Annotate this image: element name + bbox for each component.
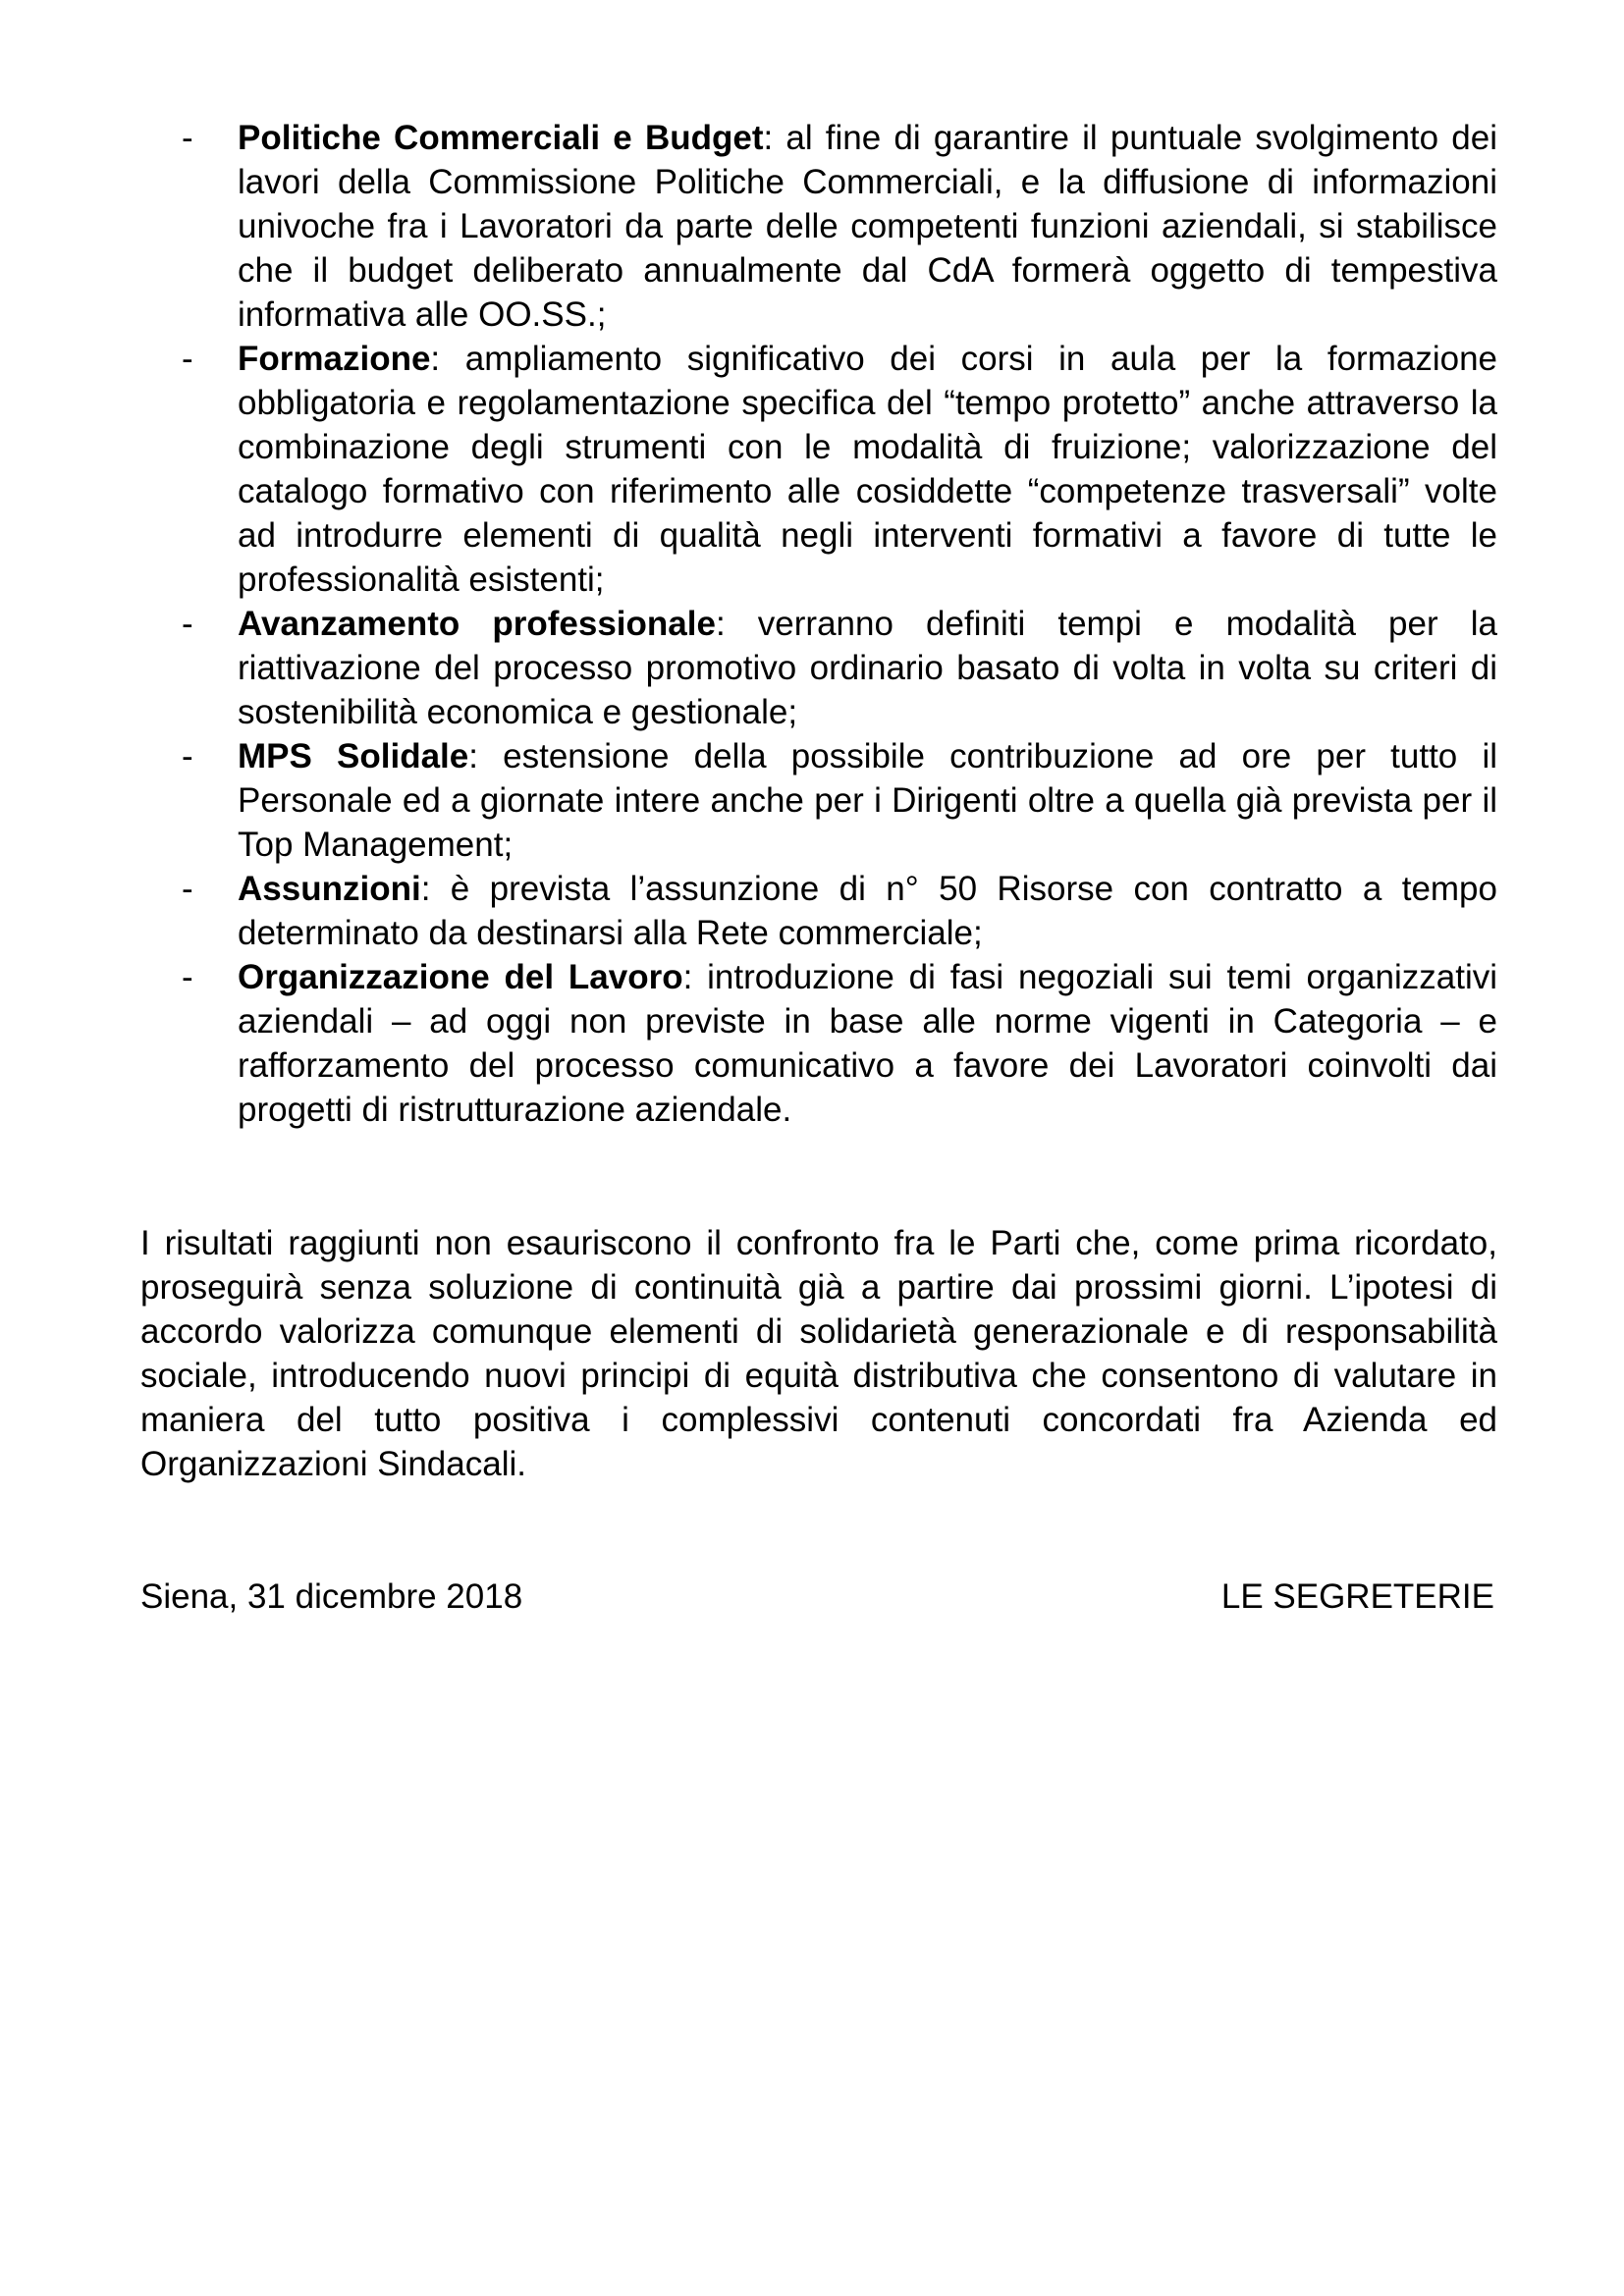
bullet-text: : è prevista l’assunzione di n° 50 Risorse con contratto a tempo determinato da destinarsi alla Rete commerciale;	[238, 870, 1497, 952]
bullet-text: : introduzione di fasi negoziali sui temi organizzativi aziendali – ad oggi non previste in base alle norme vigenti in Categoria – e rafforzamento del processo comunicativo a favore dei Lavoratori coinvolti dai progetti di ristrutturazione aziendale.	[238, 958, 1497, 1129]
bullet-item-formazione	[182, 337, 1497, 602]
bullet-item-organizzazione-lavoro	[182, 955, 1497, 1132]
bullet-text: : estensione della possibile contribuzione ad ore per tutto il Personale ed a giornate intere anche per i Dirigenti oltre a quella già prevista per il Top Management;	[238, 737, 1498, 864]
bullet-dash: -	[182, 340, 193, 378]
bullet-dash: -	[182, 605, 193, 643]
bullet-item-avanzamento-professionale	[182, 602, 1497, 734]
bullet-title: Politiche Commerciali e Budget	[238, 119, 764, 157]
bullet-dash: -	[182, 737, 193, 775]
closing-paragraph: I risultati raggiunti non esauriscono il confronto fra le Parti che, come prima ricordato, proseguirà senza soluzione di continuità già a partire dai prossimi giorni. L’ipotesi di accordo valorizza comunque elementi di solidarietà generazionale e di responsabilità sociale, introducendo nuovi principi di equità distributiva che consentono di valutare in maniera del tutto positiva i complessivi contenuti concordati fra Azienda ed Organizzazioni Sindacali.	[140, 1224, 1497, 1483]
bullet-item-mps-solidale	[182, 734, 1497, 867]
bullet-dash: -	[182, 119, 193, 157]
bullet-text: : ampliamento significativo dei corsi in aula per la formazione obbligatoria e regolamentazione specifica del “tempo protetto” anche attraverso la combinazione degli strumenti con le modalità di fruizione; valorizzazione del catalogo formativo con riferimento alle cosiddette “competenze trasversali” volte ad introdurre elementi di qualità negli interventi formativi a favore di tutte le professionalità esistenti;	[238, 340, 1497, 599]
bullet-text: : al fine di garantire il puntuale svolgimento dei lavori della Commissione Politiche Commerciali, e la diffusione di informazioni univoche fra i Lavoratori da parte delle competenti funzioni aziendali, si stabilisce che il budget deliberato annualmente dal CdA formerà oggetto di tempestiva informativa alle OO.SS.;	[238, 119, 1497, 334]
place-date: Siena, 31 dicembre 2018	[140, 1577, 523, 1616]
bullet-title: MPS Solidale	[238, 737, 469, 775]
bullet-item-assunzioni	[182, 867, 1497, 955]
signatory: LE SEGRETERIE	[1220, 1577, 1494, 1616]
bullet-title: Assunzioni	[238, 870, 421, 908]
bullet-text: : verranno definiti tempi e modalità per la riattivazione del processo promotivo ordinario basato di volta in volta su criteri di sostenibilità economica e gestionale;	[238, 605, 1498, 731]
signature-row	[140, 1575, 1494, 1619]
bullet-item-politiche-commerciali	[182, 116, 1497, 337]
bullet-title: Formazione	[238, 340, 431, 378]
bullet-dash: -	[182, 958, 193, 996]
bullet-list	[182, 116, 1497, 1132]
bullet-title: Organizzazione del Lavoro	[238, 958, 683, 996]
bullet-dash: -	[182, 870, 193, 908]
bullet-title: Avanzamento professionale	[238, 605, 716, 643]
